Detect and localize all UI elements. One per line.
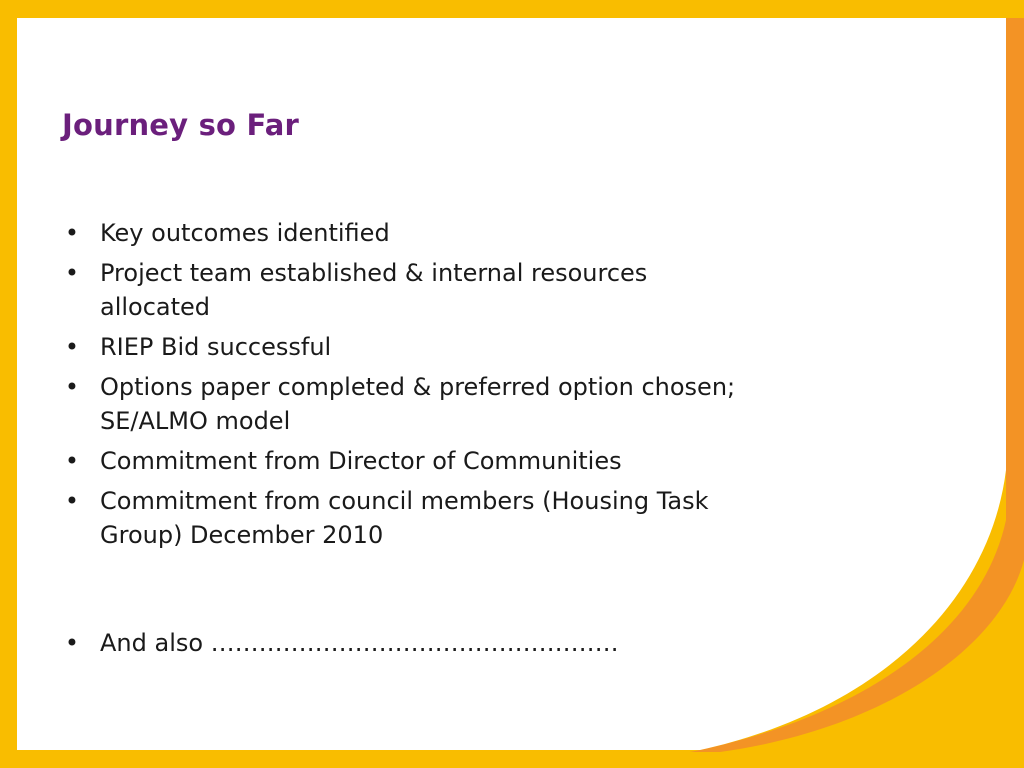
list-item	[62, 370, 762, 438]
bullet-icon: •	[64, 629, 80, 657]
bullet-icon: •	[64, 373, 80, 401]
bullet-icon: •	[64, 219, 80, 247]
bullet-list	[62, 216, 762, 666]
bullet-text: RIEP Bid successful	[100, 333, 332, 361]
bullet-text: Commitment from Director of Communities	[100, 447, 622, 475]
slide-title: Journey so Far	[62, 108, 300, 142]
list-item	[62, 330, 762, 364]
bullet-icon: •	[64, 447, 80, 475]
bullet-text: Project team established & internal resources allocated	[100, 259, 648, 321]
bullet-icon: •	[64, 259, 80, 287]
bullet-icon: •	[64, 333, 80, 361]
list-item	[62, 444, 762, 478]
bullet-icon: •	[64, 487, 80, 515]
list-item	[62, 256, 762, 324]
list-item	[62, 626, 762, 660]
list-item	[62, 484, 762, 552]
list-item	[62, 216, 762, 250]
bullet-text: Key outcomes identified	[100, 219, 390, 247]
bullet-text: And also ……………………………………………	[100, 629, 619, 657]
bullet-text: Commitment from council members (Housing Task Group) December 2010	[100, 487, 709, 549]
bullet-text: Options paper completed & preferred option chosen; SE/ALMO model	[100, 373, 736, 435]
